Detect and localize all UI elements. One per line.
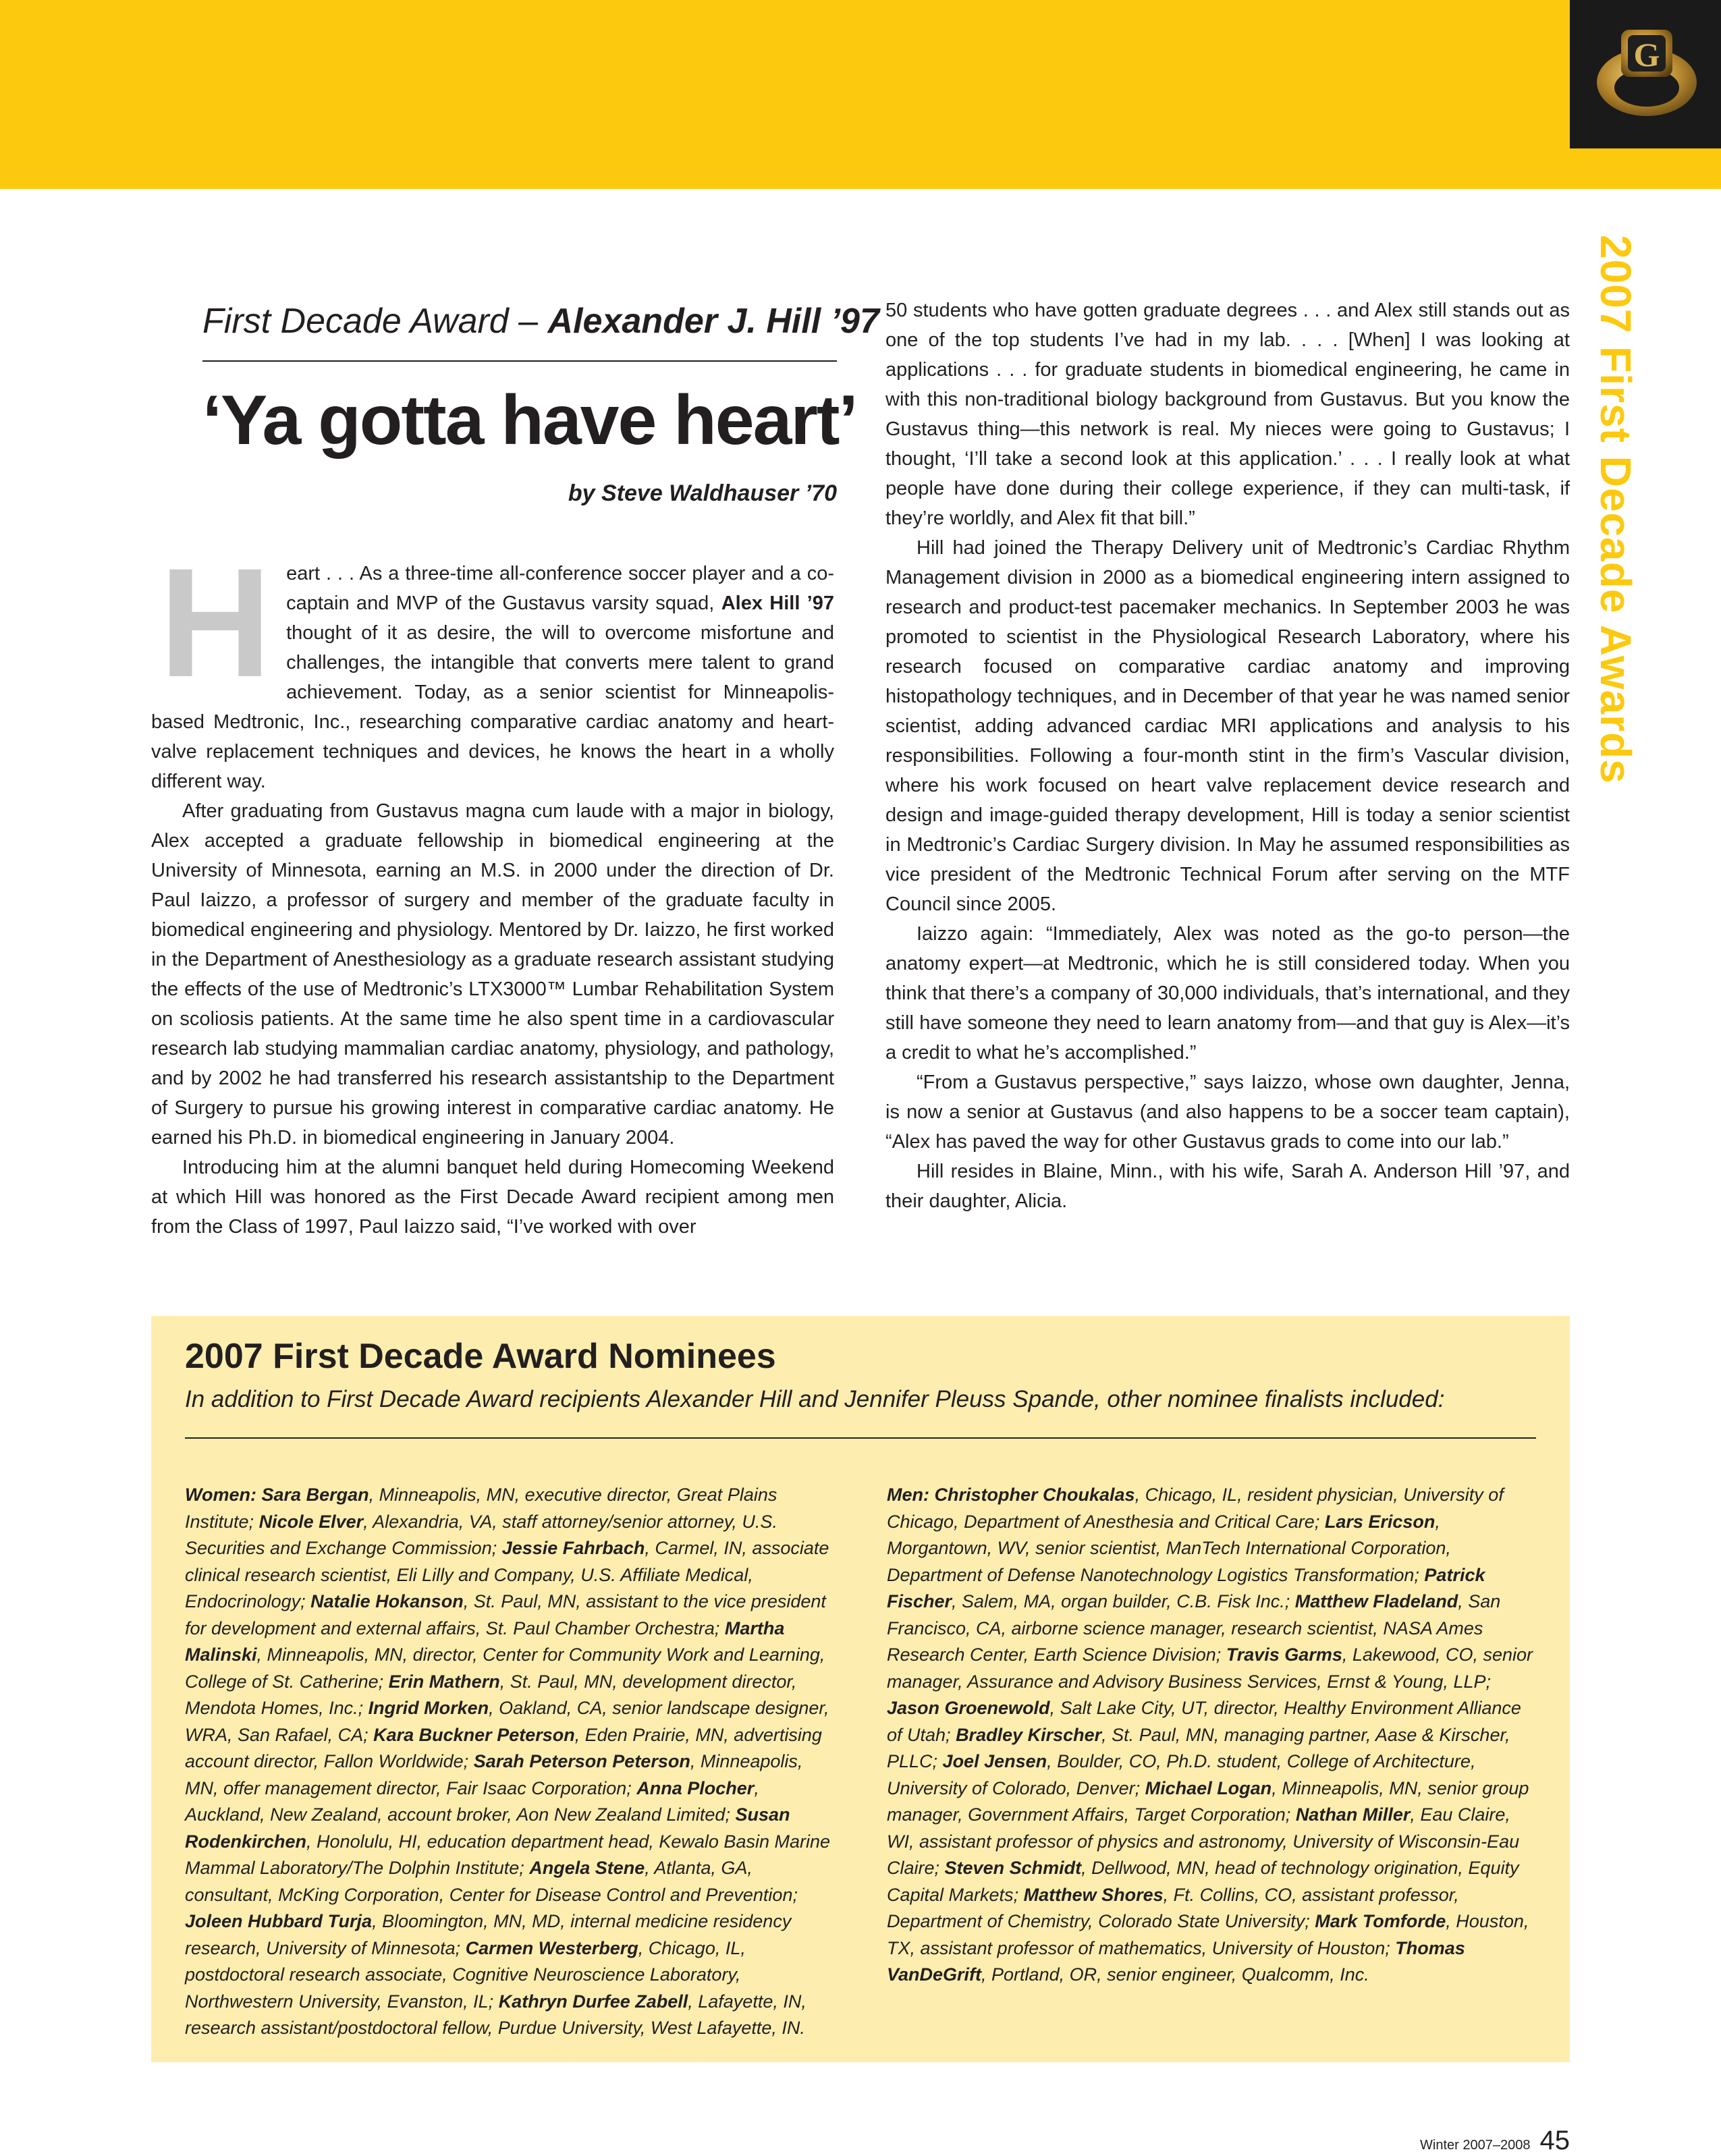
nominee-name: Joel Jensen: [942, 1751, 1047, 1771]
nominee-name: Michael Logan: [1145, 1777, 1272, 1798]
nominee-name: Mark Tomforde: [1315, 1911, 1446, 1931]
article-paragraph: 50 students who have gotten graduate degrees . . . and Alex still stands out as one of the top students I’ve had in my lab. . . . [When] I was looking at applications . . . for graduate students in biomedical engineering, he came in with this non-traditional biology background from Gustavus. But you know the Gustavus thing—this network is real. My nieces were going to Gustavus; I thought, ‘I’ll take a second look at this application.’ . . . I really look at what people have done during their college experience, if they can multi-task, if they’re worldly, and Alex fit that bill.”: [885, 300, 1570, 529]
nominee-details: , Minneapolis, MN, senior group manager, Government Affairs, Target Corporation;: [887, 1777, 1529, 1825]
article-paragraph: [151, 536, 834, 796]
article-paragraph: Hill resides in Blaine, Minn., with his wife, Sarah A. Anderson Hill ’97, and their daughter, Alicia.: [885, 1161, 1570, 1212]
nominee-details: , Oakland, CA, senior landscape designer, WRA, San Rafael, CA;: [185, 1698, 829, 1745]
nominee-details: , Minneapolis, MN, director, Center for Community Work and Learning, College of St. Catherine;: [185, 1644, 825, 1692]
nominee-name: Nathan Miller: [1295, 1804, 1411, 1825]
nominee-name: Sarah Peterson Peterson: [473, 1751, 690, 1771]
article-column-right: [885, 296, 1570, 1216]
nominee-details: , Minneapolis, MN, executive director, Great Plains Institute;: [185, 1485, 777, 1532]
nominee-name: Matthew Shores: [1023, 1884, 1164, 1905]
nominee-name: Travis Garms: [1226, 1644, 1342, 1665]
article-paragraph: Iaizzo again: “Immediately, Alex was noted as the go-to person—the anatomy expert—at Medtronic, which he is still considered today. When you think that there’s a company of 30,000 individuals, that’s international, and they still have someone they need to learn anatomy from—and that guy is Alex—it’s a credit to what he’s accomplished.”: [885, 923, 1570, 1063]
honoree-name: Alex Hill ’97: [721, 592, 834, 614]
nominee-name: Joleen Hubbard Turja: [185, 1911, 373, 1931]
nominee-name: Patrick Fischer: [887, 1564, 1485, 1611]
nominee-details: , St. Paul, MN, assistant to the vice president for development and external affairs, St. Paul Chamber Orchestra;: [185, 1591, 826, 1638]
kicker-honoree: Alexander J. Hill ’97: [547, 302, 879, 341]
nominee-details: , Minneapolis, MN, offer management director, Fair Isaac Corporation;: [185, 1751, 803, 1798]
paragraph-text: thought of it as desire, the will to overcome misfortune and challenges, the intangible that converts mere talent to grand achievement. Today, as a senior scientist for Minneapolis-based Medtronic, Inc., researching comparative cardiac anatomy and heart-valve replacement techniques and devices, he knows the heart in a wholly different way.: [151, 622, 834, 792]
nominee-details: , Dellwood, MN, head of technology origination, Equity Capital Markets;: [887, 1858, 1519, 1905]
page-footer: [1420, 2126, 1570, 2156]
article-kicker: [202, 301, 879, 341]
nominee-name: Steven Schmidt: [944, 1858, 1082, 1878]
top-color-band: [0, 0, 1721, 189]
class-ring-icon: [1593, 20, 1701, 121]
women-label: Women:: [185, 1485, 256, 1505]
nominee-details: , Eden Prairie, MN, advertising account director, Fallon Worldwide;: [185, 1724, 822, 1771]
kicker-rule: [202, 360, 837, 362]
nominee-name: Angela Stene: [529, 1858, 645, 1878]
nominee-details: , Morgantown, WV, senior scientist, ManTech International Corporation, Department of Defense Nanotechnology Logistics Transformation;: [887, 1511, 1451, 1585]
nominee-name: Erin Mathern: [388, 1671, 500, 1692]
nominee-details: , Honolulu, HI, education department head, Kewalo Basin Marine Mammal Laboratory/The Dolphin Institute;: [185, 1831, 831, 1878]
section-side-title: 2007 First Decade Awards: [1591, 235, 1640, 784]
nominees-rule: [185, 1437, 1536, 1439]
nominee-name: Ingrid Morken: [368, 1698, 489, 1718]
ring-letter: G: [1633, 36, 1660, 74]
nominee-name: Jessie Fahrbach: [501, 1538, 645, 1558]
nominee-name: Jason Groenewold: [887, 1698, 1050, 1718]
women-nominees: [185, 1482, 833, 2042]
nominees-title: 2007 First Decade Award Nominees: [185, 1337, 776, 1376]
nominee-details: , Salem, MA, organ builder, C.B. Fisk Inc.;: [952, 1591, 1295, 1611]
article-paragraph: Hill had joined the Therapy Delivery unit of Medtronic’s Cardiac Rhythm Management division in 2000 as a biomedical engineering intern assigned to research and product-test pacemaker mechanics. In September 2003 he was promoted to scientist in the Physiological Research Laboratory, where his research focused on comparative cardiac anatomy and improving histopathology techniques, and in December of that year he was named senior scientist, adding advanced cardiac MRI applications and analysis to his responsibilities. Following a four-month stint in the firm’s Vascular division, where his work focused on heart valve replacement device research and design and image-guided therapy development, Hill is today a senior scientist in Medtronic’s Cardiac Surgery division. In May he assumed responsibilities as vice president of the Medtronic Technical Forum after serving on the MTF Council since 2005.: [885, 537, 1570, 915]
issue-label: Winter 2007–2008: [1420, 2138, 1531, 2153]
nominee-name: Nicole Elver: [258, 1511, 364, 1532]
nominee-details: , San Francisco, CA, airborne science manager, research scientist, NASA Ames Research Center, Earth Science Division;: [887, 1591, 1501, 1665]
nominee-details: , Ft. Collins, CO, assistant professor, Department of Chemistry, Colorado State University;: [887, 1884, 1459, 1931]
nominee-name: Natalie Hokanson: [310, 1591, 464, 1611]
kicker-award: First Decade Award –: [202, 302, 548, 341]
class-ring-photo: [1570, 0, 1721, 148]
nominee-name: Sara Bergan: [261, 1485, 369, 1505]
nominee-details: , St. Paul, MN, managing partner, Aase & Kirscher, PLLC;: [887, 1724, 1510, 1771]
nominee-details: , Eau Claire, WI, assistant professor of physics and astronomy, University of Wisconsin-Eau Claire;: [887, 1804, 1520, 1878]
nominee-details: , Chicago, IL, postdoctoral research associate, Cognitive Neuroscience Laboratory, Northwestern University, Evanston, IL;: [185, 1937, 746, 2012]
nominee-details: , Auckland, New Zealand, account broker, Aon New Zealand Limited;: [185, 1777, 759, 1825]
nominee-name: Matthew Fladeland: [1294, 1591, 1458, 1611]
article-paragraph: Introducing him at the alumni banquet held during Homecoming Weekend at which Hill was honored as the First Decade Award recipient among men from the Class of 1997, Paul Iaizzo said, “I’ve worked with over: [151, 1157, 834, 1238]
nominee-details: , Houston, TX, assistant professor of mathematics, University of Houston;: [887, 1911, 1529, 1958]
men-label: Men:: [887, 1485, 929, 1505]
nominee-name: Martha Malinski: [185, 1618, 785, 1665]
nominee-details: , Chicago, IL, resident physician, University of Chicago, Department of Anesthesia and Critical Care;: [887, 1485, 1504, 1532]
men-nominees: [887, 1482, 1535, 1989]
nominee-name: Anna Plocher: [636, 1777, 755, 1798]
nominee-name: Kathryn Durfee Zabell: [498, 1991, 688, 2012]
nominee-details: , Salt Lake City, UT, director, Healthy Environment Alliance of Utah;: [887, 1698, 1521, 1745]
nominee-name: Susan Rodenkirchen: [185, 1804, 790, 1852]
page-number: 45: [1539, 2126, 1570, 2155]
article-paragraph: “From a Gustavus perspective,” says Iaizzo, whose own daughter, Jenna, is now a senior at Gustavus (and also happens to be a soccer team captain), “Alex has paved the way for other Gustavus grads to come into our lab.”: [885, 1072, 1570, 1153]
nominee-name: Kara Buckner Peterson: [373, 1724, 575, 1745]
nominees-box: [151, 1316, 1570, 2062]
nominee-name: Bradley Kirscher: [956, 1724, 1102, 1745]
drop-cap: H: [159, 536, 272, 709]
nominee-name: Carmen Westerberg: [465, 1937, 638, 1958]
nominee-name: Lars Ericson: [1324, 1511, 1436, 1532]
article-paragraph: After graduating from Gustavus magna cum laude with a major in biology, Alex accepted a graduate fellowship in biomedical engineering at the University of Minnesota, earning an M.S. in 2000 under the direction of Dr. Paul Iaizzo, a professor of surgery and member of the graduate faculty in biomedical engineering and physiology. Mentored by Dr. Iaizzo, he first worked in the Department of Anesthesiology as a graduate research assistant studying the effects of the use of Medtronic’s LTX3000™ Lumbar Rehabilitation System on scoliosis patients. At the same time he also spent time in a cardiovascular research lab studying mammalian cardiac anatomy, physiology, and pathology, and by 2002 he had transferred his research assistantship to the Department of Surgery to pursue his growing interest in comparative cardiac anatomy. He earned his Ph.D. in biomedical engineering in January 2004.: [151, 800, 834, 1149]
nominees-subtitle: In addition to First Decade Award recipients Alexander Hill and Jennifer Pleuss Spande, other nominee finalists included:: [185, 1386, 1445, 1412]
nominee-details: , Boulder, CO, Ph.D. student, College of Architecture, University of Colorado, Denver;: [887, 1751, 1476, 1798]
nominee-name: Thomas VanDeGrift: [887, 1937, 1465, 1985]
nominee-name: Christopher Choukalas: [934, 1485, 1135, 1505]
article-column-left: [151, 536, 834, 1242]
article-byline: by Steve Waldhauser ’70: [568, 480, 837, 506]
nominee-details: , Lakewood, CO, senior manager, Assurance and Advisory Business Services, Ernst & Young, LLP;: [887, 1644, 1533, 1692]
nominee-details: , Carmel, IN, associate clinical research scientist, Eli Lilly and Company, U.S. Affiliate Medical, Endocrinology;: [185, 1538, 829, 1611]
nominee-details: , Bloomington, MN, MD, internal medicine residency research, University of Minnesota;: [185, 1911, 792, 1958]
nominee-details: , Portland, OR, senior engineer, Qualcomm, Inc.: [981, 1964, 1369, 1985]
paragraph-text: eart . . . As a three-time all-conference soccer player and a co-captain and MVP of the Gustavus varsity squad,: [286, 563, 834, 614]
nominee-details: , Alexandria, VA, staff attorney/senior attorney, U.S. Securities and Exchange Commission;: [185, 1511, 777, 1558]
nominee-details: , Lafayette, IN, research assistant/postdoctoral fellow, Purdue University, West Lafayette, IN.: [185, 1991, 807, 2038]
nominee-details: , St. Paul, MN, development director, Mendota Homes, Inc.;: [185, 1671, 797, 1718]
nominee-details: , Atlanta, GA, consultant, McKing Corporation, Center for Disease Control and Prevention;: [185, 1858, 798, 1905]
article-headline: ‘Ya gotta have heart’: [202, 381, 857, 460]
